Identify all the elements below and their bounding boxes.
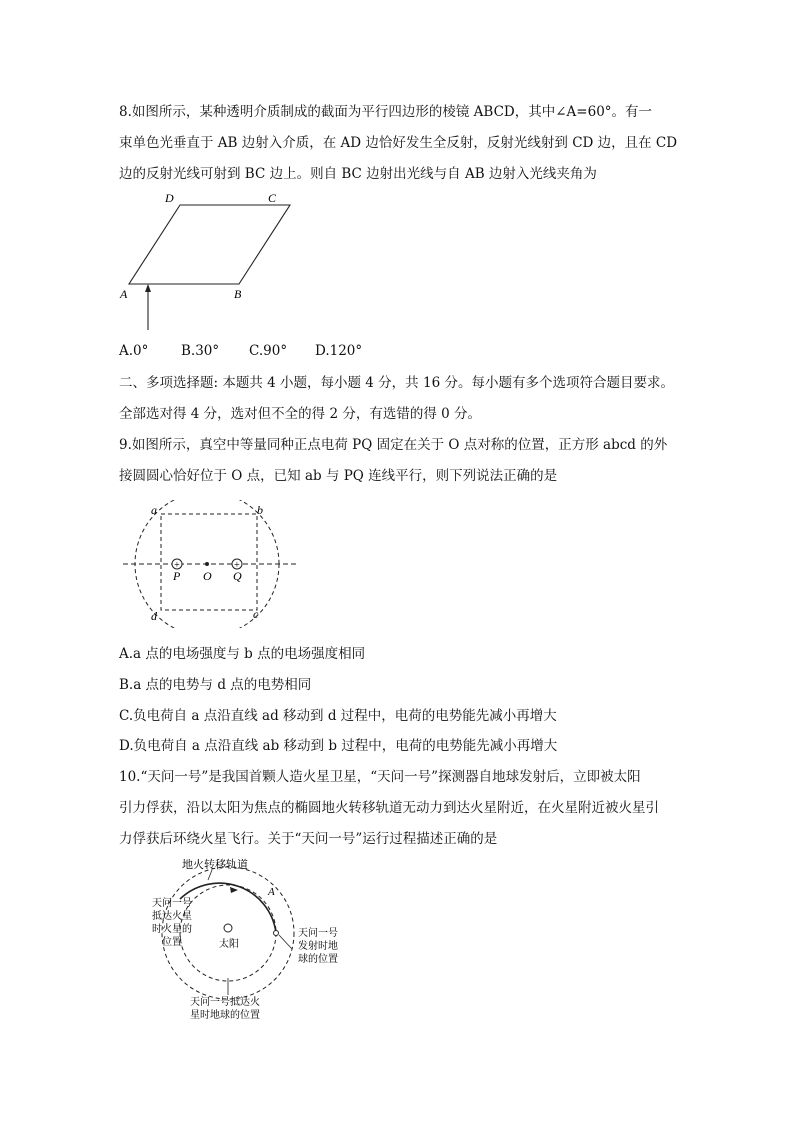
- q8-option-d: D.120°: [315, 343, 363, 359]
- svg-text:+: +: [174, 560, 180, 571]
- right-label-3: 球的位置: [298, 954, 338, 965]
- left-label-4: 位置: [162, 937, 182, 948]
- right-label-leader: [279, 935, 292, 949]
- q8-option-a: A.0°: [119, 343, 149, 359]
- bottom-label-1: 天问一号抵达火: [190, 997, 260, 1008]
- label-A: A: [268, 886, 275, 898]
- q9-option-a: A.a 点的电场强度与 b 点的电场强度相同: [119, 646, 366, 662]
- label-D: D: [165, 191, 174, 205]
- label-P: P: [173, 569, 181, 583]
- label-a: a: [151, 503, 157, 517]
- q9-option-b: B.a 点的电势与 d 点的电势相同: [119, 677, 312, 693]
- q8-options: [119, 343, 362, 359]
- left-label-2: 抵达火星: [152, 911, 192, 922]
- label-C: C: [268, 191, 277, 205]
- left-label-1: 天问一号: [152, 898, 192, 909]
- label-Q: Q: [233, 569, 242, 583]
- prism-outline: [129, 205, 290, 284]
- label-B: B: [234, 287, 242, 301]
- label-d: d: [151, 609, 157, 623]
- earth-orbit: [180, 885, 276, 981]
- q10-text-line-1: 10.“天问一号”是我国首颗人造火星卫星，“天问一号”探测器自地球发射后，立即被太阳: [119, 769, 641, 785]
- right-label-1: 天问一号: [298, 928, 338, 939]
- section2-heading-line-2: 全部选对得 4 分，选对但不全的得 2 分，有选错的得 0 分。: [119, 406, 482, 422]
- left-label-3: 时火星的: [152, 924, 192, 935]
- sun-icon: [224, 924, 232, 932]
- incident-ray-arrowhead: [145, 284, 151, 292]
- q8-text-line-2: 束单色光垂直于 AB 边射入介质，在 AD 边恰好发生全反射，反射光线射到 CD 边，且在 CD: [119, 135, 678, 151]
- q8-text-line-3: 边的反射光线可射到 BC 边上。则自 BC 边射出光线与自 AB 边射入光线夹角为: [119, 166, 597, 182]
- transfer-orbit-label: 地火转移轨道: [182, 859, 248, 871]
- svg-text:+: +: [234, 560, 240, 571]
- earth-at-launch-marker: [274, 931, 279, 936]
- charges-square-figure: [119, 500, 304, 628]
- q10-text-line-2: 引力俘获，沿以太阳为焦点的椭圆地火转移轨道无动力到达火星附近，在火星附近被火星引: [119, 800, 659, 816]
- center-point-o: [205, 562, 209, 566]
- label-A: A: [120, 287, 128, 301]
- q8-option-c: C.90°: [249, 343, 288, 359]
- bottom-label-2: 星时地球的位置: [190, 1010, 260, 1021]
- section2-heading-line-1: 二、多项选择题: 本题共 4 小题，每小题 4 分，共 16 分。每小题有多个选项符合题目要求。: [119, 375, 674, 391]
- q8-option-b: B.30°: [181, 343, 220, 359]
- label-b: b: [257, 503, 263, 517]
- q8-text-line-1: 8.如图所示，某种透明介质制成的截面为平行四边形的棱镜 ABCD，其中∠A=60°。有一: [119, 104, 653, 120]
- q9-option-c: C.负电荷自 a 点沿直线 ad 移动到 d 过程中，电荷的电势能先减小再增大: [119, 708, 557, 724]
- q10-text-line-3: 力俘获后环绕火星飞行。关于“天问一号”运行过程描述正确的是: [119, 831, 498, 847]
- sun-label: 太阳: [219, 939, 239, 950]
- q9-text-line-2: 接圆圆心恰好位于 O 点，已知 ab 与 PQ 连线平行，则下列说法正确的是: [119, 468, 558, 484]
- earth-mars-transfer-orbit-figure: [150, 855, 365, 1023]
- parallelogram-prism-figure: [112, 188, 292, 336]
- label-O: O: [203, 569, 212, 583]
- q9-text-line-1: 9.如图所示，真空中等量同种正点电荷 PQ 固定在关于 O 点对称的位置，正方形 abcd 的外: [119, 437, 668, 453]
- label-c: c: [253, 607, 259, 621]
- transfer-direction-arrowhead: [230, 887, 238, 893]
- q9-option-d: D.负电荷自 a 点沿直线 ab 移动到 b 过程中，电荷的电势能先减小再增大: [119, 738, 558, 754]
- orbit-label-leader: [208, 870, 212, 880]
- right-label-2: 发射时地: [298, 941, 338, 952]
